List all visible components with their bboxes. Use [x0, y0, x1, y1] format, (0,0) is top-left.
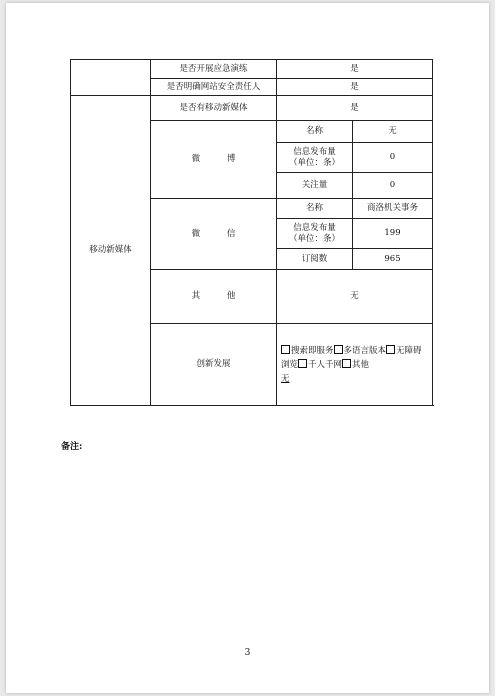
- wechat-label: 微 信: [151, 199, 277, 270]
- innovation-label: 创新发展: [151, 324, 277, 406]
- checkbox-search-service[interactable]: [281, 345, 290, 354]
- checkbox-multilingual[interactable]: [334, 345, 343, 354]
- wechat-posts-label-line2: （单位：条）: [288, 233, 340, 244]
- blank-category-cell: [71, 60, 151, 96]
- option-search-service: 搜索即服务: [291, 345, 334, 356]
- page-number: 3: [244, 648, 251, 658]
- weibo-name-label: 名称: [277, 121, 353, 143]
- weibo-posts-label: [277, 143, 353, 173]
- weibo-posts-label-line1: 信息发布量: [293, 146, 336, 157]
- wechat-name-value: 商洛机关事务: [353, 199, 433, 219]
- security-label: 是否明确网站安全责任人: [151, 79, 277, 96]
- has-mobile-value: 是: [277, 96, 433, 121]
- option-multilingual: 多语言版本: [343, 345, 387, 356]
- innovation-options: [277, 324, 433, 406]
- checkbox-other[interactable]: [342, 359, 351, 368]
- option-accessibility: 无障碍浏览: [281, 345, 422, 370]
- security-value: 是: [277, 79, 433, 96]
- wechat-posts-label-line1: 信息发布量: [293, 222, 336, 233]
- mobile-media-label: 移动新媒体: [71, 96, 151, 406]
- weibo-label: 微 博: [151, 121, 277, 199]
- checkbox-personalized[interactable]: [298, 359, 307, 368]
- wechat-subs-label: 订阅数: [277, 249, 353, 270]
- other-value: 无: [277, 270, 433, 324]
- remark-label: 备注:: [61, 442, 83, 452]
- weibo-posts-value: 0: [353, 143, 433, 173]
- weibo-follow-value: 0: [353, 173, 433, 199]
- weibo-follow-label: 关注量: [277, 173, 353, 199]
- option-other: 其他: [352, 359, 370, 370]
- document-page: [6, 3, 489, 693]
- weibo-posts-label-line2: （单位：条）: [288, 157, 340, 168]
- report-table: [70, 59, 433, 406]
- innovation-other-value: 无: [281, 373, 290, 384]
- wechat-name-label: 名称: [277, 199, 353, 219]
- drill-label: 是否开展应急演练: [151, 60, 277, 79]
- checkbox-accessibility[interactable]: [386, 345, 395, 354]
- other-label: 其 他: [151, 270, 277, 324]
- wechat-subs-value: 965: [353, 249, 433, 270]
- wechat-posts-value: 199: [353, 219, 433, 249]
- has-mobile-label: 是否有移动新媒体: [151, 96, 277, 121]
- option-personalized: 千人千网: [308, 359, 343, 370]
- weibo-name-value: 无: [353, 121, 433, 143]
- drill-value: 是: [277, 60, 433, 79]
- wechat-posts-label: [277, 219, 353, 249]
